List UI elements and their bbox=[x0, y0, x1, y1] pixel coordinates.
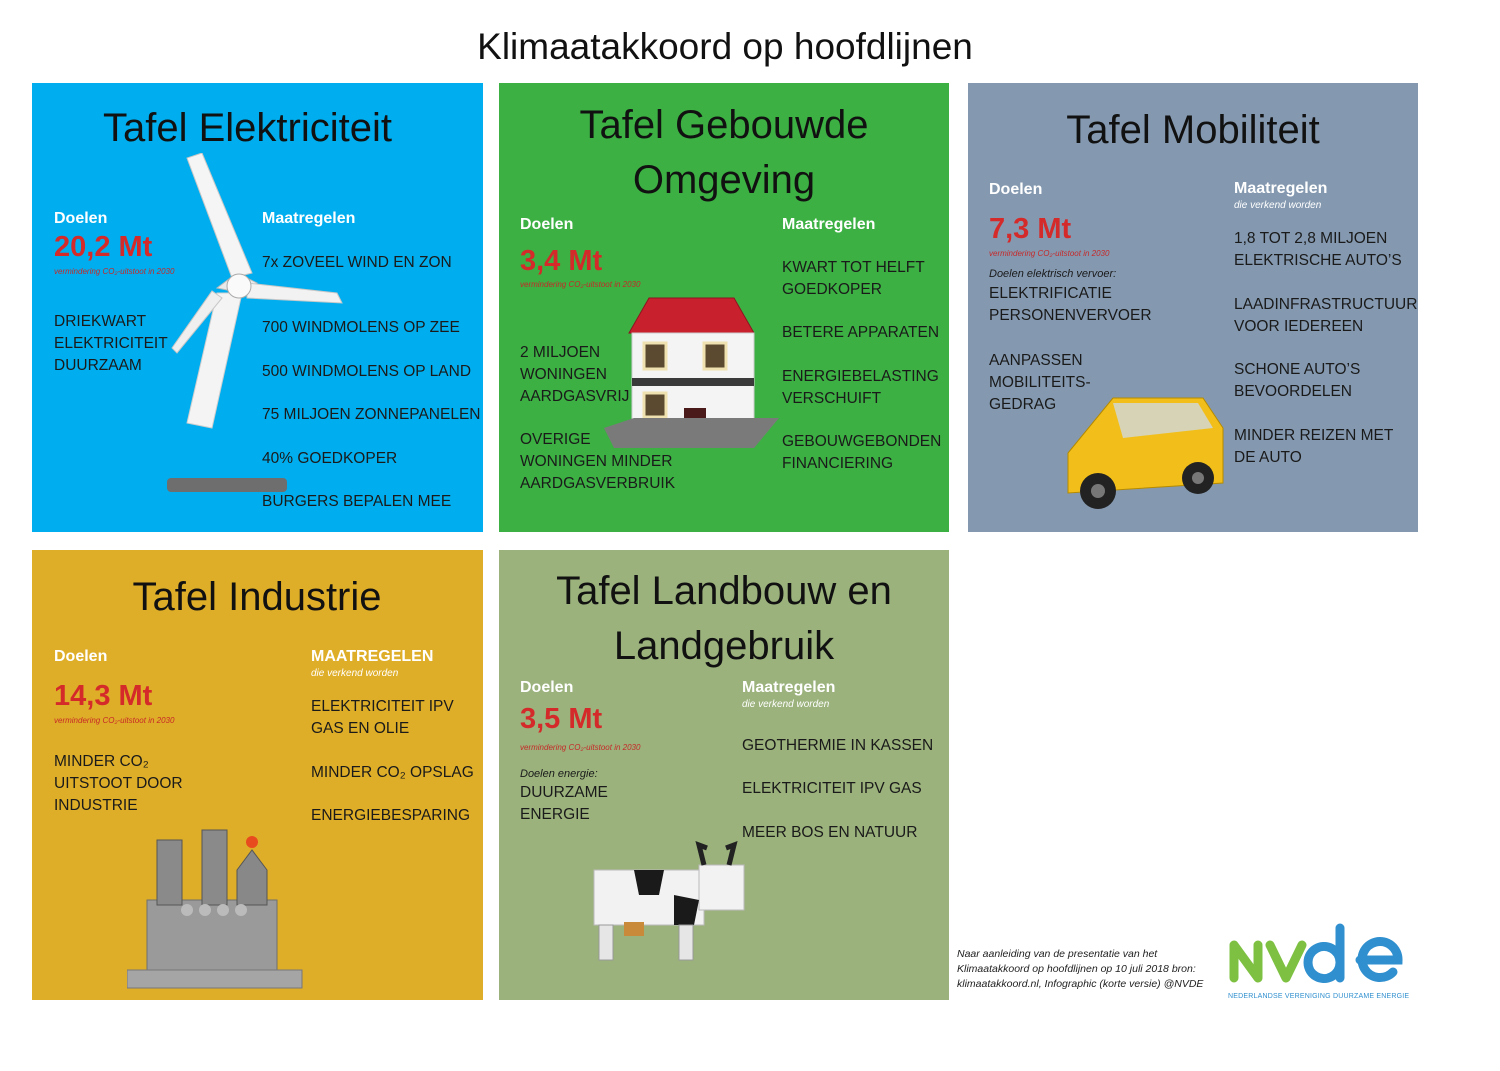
list-item: BETERE APPARATEN bbox=[782, 324, 940, 341]
logo-tagline: NEDERLANDSE VERENIGING DUURZAME ENERGIE bbox=[1228, 993, 1410, 1000]
list-item: DRIEKWART ELEKTRICITEIT DUURZAAM bbox=[54, 313, 168, 374]
maatregelen-label: Maatregelen bbox=[1234, 180, 1328, 197]
doelen-label: Doelen bbox=[520, 679, 574, 696]
target-value: 7,3 Mt bbox=[989, 213, 1072, 245]
list-item: SCHONE AUTO’S BEVOORDELEN bbox=[1234, 361, 1361, 400]
maatregelen-sub: die verkend worden bbox=[1234, 200, 1322, 211]
maatregelen-label: MAATREGELEN bbox=[311, 648, 434, 665]
target-note: vermindering CO₂-uitstoot in 2030 bbox=[520, 743, 641, 752]
page-title: Klimaatakkoord op hoofdlijnen bbox=[477, 26, 973, 67]
list-item: ENERGIEBESPARING bbox=[311, 807, 471, 824]
maatregelen-label: Maatregelen bbox=[782, 216, 876, 233]
doelen-label: Doelen bbox=[989, 181, 1043, 198]
list-item: MINDER REIZEN MET DE AUTO bbox=[1234, 427, 1394, 466]
source-footnote: Naar aanleiding van de presentatie van het Klimaatakkoord op hoofdlijnen op 10 juli 2018 bron: klimaatakkoord.nl, Infographic (korte versie) @NVDE bbox=[957, 948, 1204, 990]
target-note: vermindering CO₂-uitstoot in 2030 bbox=[54, 716, 175, 725]
list-item: 75 MILJOEN ZONNEPANELEN bbox=[262, 406, 481, 423]
panel-industrie bbox=[32, 550, 483, 1000]
list-item: 700 WINDMOLENS OP ZEE bbox=[262, 319, 460, 336]
target-note: vermindering CO₂-uitstoot in 2030 bbox=[989, 249, 1110, 258]
maatregelen-label: Maatregelen bbox=[262, 210, 356, 227]
panel-title: Tafel Mobiliteit bbox=[1066, 108, 1320, 152]
target-value: 3,4 Mt bbox=[520, 245, 603, 277]
list-item: KWART TOT HELFT GOEDKOPER bbox=[782, 259, 925, 298]
list-item: 1,8 TOT 2,8 MILJOEN ELEKTRISCHE AUTO’S bbox=[1234, 230, 1402, 269]
list-item: ELEKTRIFICATIE PERSONENVERVOER bbox=[989, 285, 1152, 324]
target-value: 14,3 Mt bbox=[54, 680, 153, 712]
cow-illustration bbox=[579, 840, 759, 975]
list-item: MINDER CO₂ UITSTOOT DOOR INDUSTRIE bbox=[54, 753, 183, 814]
doelen-sub: Doelen elektrisch vervoer: bbox=[989, 268, 1117, 280]
nvde-logo-mark bbox=[1228, 920, 1408, 986]
list-item: GEBOUWGEBONDEN FINANCIERING bbox=[782, 433, 942, 472]
panel-landbouw bbox=[499, 550, 949, 1000]
nvde-logo bbox=[1228, 920, 1408, 1010]
list-item: OVERIGE WONINGEN MINDER AARDGASVERBRUIK bbox=[520, 431, 676, 492]
list-item: LAADINFRASTRUCTUUR VOOR IEDEREEN bbox=[1234, 296, 1418, 335]
list-item: MEER BOS EN NATUUR bbox=[742, 824, 918, 841]
panel-title: Tafel Landbouw en Landgebruik bbox=[556, 569, 892, 668]
panel-title: Tafel Gebouwde Omgeving bbox=[579, 103, 869, 202]
target-value: 20,2 Mt bbox=[54, 231, 153, 263]
panel-mobiliteit bbox=[968, 83, 1418, 532]
maatregelen-label: Maatregelen bbox=[742, 679, 836, 696]
maatregelen-sub: die verkend worden bbox=[311, 668, 399, 679]
list-item: 40% GOEDKOPER bbox=[262, 450, 398, 467]
list-item: ELEKTRICITEIT IPV GAS EN OLIE bbox=[311, 698, 454, 737]
panel-title: Tafel Industrie bbox=[132, 575, 382, 619]
target-value: 3,5 Mt bbox=[520, 703, 603, 735]
panel-title: Tafel Elektriciteit bbox=[103, 106, 392, 150]
target-note: vermindering CO₂-uitstoot in 2030 bbox=[520, 280, 641, 289]
list-item: 500 WINDMOLENS OP LAND bbox=[262, 363, 472, 380]
list-item: BURGERS BEPALEN MEE bbox=[262, 493, 452, 510]
list-item: DUURZAME ENERGIE bbox=[520, 784, 608, 823]
target-note: vermindering CO₂-uitstoot in 2030 bbox=[54, 267, 175, 276]
list-item: ENERGIEBELASTING VERSCHUIFT bbox=[782, 368, 939, 407]
panel-elektriciteit bbox=[32, 83, 483, 532]
maatregelen-sub: die verkend worden bbox=[742, 699, 830, 710]
list-item: ELEKTRICITEIT IPV GAS bbox=[742, 780, 922, 797]
doelen-label: Doelen bbox=[54, 648, 108, 665]
list-item: 2 MILJOEN WONINGEN AARDGASVRIJ bbox=[520, 344, 630, 405]
list-item: GEOTHERMIE IN KASSEN bbox=[742, 737, 934, 754]
list-item: AANPASSEN MOBILITEITS- GEDRAG bbox=[989, 352, 1091, 413]
doelen-label: Doelen bbox=[520, 216, 574, 233]
factory-illustration bbox=[127, 820, 307, 995]
list-item: 7x ZOVEEL WIND EN ZON bbox=[262, 254, 452, 271]
list-item: MINDER CO₂ OPSLAG bbox=[311, 764, 474, 781]
doelen-sub: Doelen energie: bbox=[520, 768, 598, 780]
doelen-label: Doelen bbox=[54, 210, 108, 227]
panel-gebouwde-omgeving bbox=[499, 83, 949, 532]
